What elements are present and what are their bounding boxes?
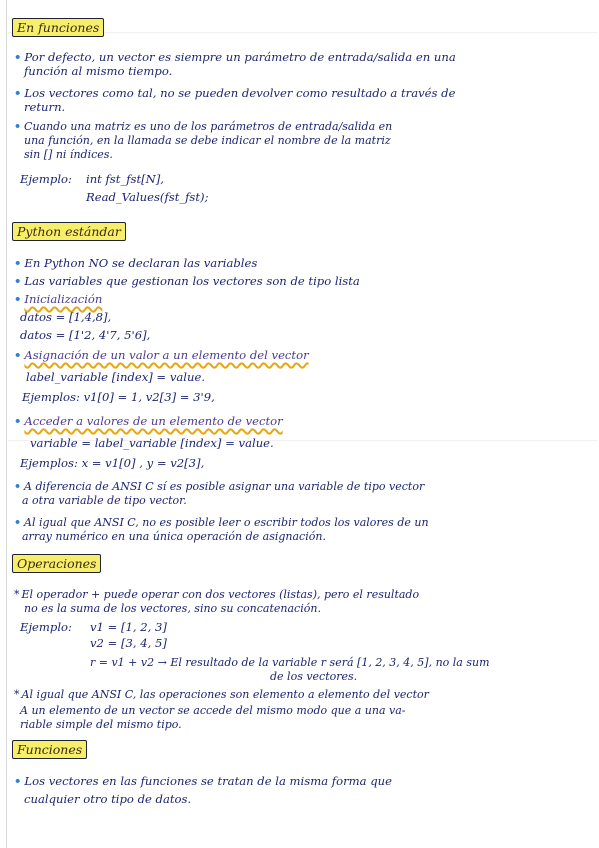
code-line: r = v1 + v2 → El resultado de la variable r será [1, 2, 3, 4, 5], no la sum bbox=[90, 656, 490, 669]
note-line: sin [] ni índices. bbox=[24, 148, 113, 161]
bullet-dot: • bbox=[14, 274, 22, 288]
asterisk-marker: * bbox=[14, 688, 20, 701]
note-line: • Por defecto, un vector es siempre un parámetro de entrada/salida en una bbox=[14, 50, 456, 64]
bullet-dot: • bbox=[14, 50, 22, 64]
note-line: * El operador + puede operar con dos vectores (listas), pero el resultado bbox=[14, 588, 420, 601]
heading-operaciones: Operaciones bbox=[12, 554, 101, 573]
note-line: no es la suma de los vectores, sino su concatenación. bbox=[24, 602, 321, 615]
bullet-dot: • bbox=[14, 86, 22, 100]
note-line: • Los vectores como tal, no se pueden devolver como resultado a través de bbox=[14, 86, 456, 100]
note-line bbox=[14, 348, 309, 362]
note-line bbox=[14, 414, 283, 428]
heading-en-funciones: En funciones bbox=[12, 18, 104, 37]
bullet-dot: • bbox=[14, 414, 22, 428]
code-line: label_variable [index] = value. bbox=[26, 370, 206, 384]
note-line: • Al igual que ANSI C, no es posible leer o escribir todos los valores de un bbox=[14, 516, 429, 529]
code-line: Ejemplos: x = v1[0] , y = v2[3], bbox=[20, 456, 205, 470]
note-line: A un elemento de un vector se accede del mismo modo que a una va- bbox=[20, 704, 406, 717]
code-line: Read_Values(fst_fst); bbox=[86, 190, 209, 204]
subheading-acceder: Acceder a valores de un elemento de vector bbox=[24, 414, 283, 428]
subheading-asignacion: Asignación de un valor a un elemento del vector bbox=[24, 348, 309, 362]
margin-line bbox=[6, 0, 7, 848]
note-line: • Las variables que gestionan los vectores son de tipo lista bbox=[14, 274, 360, 288]
note-line: función al mismo tiempo. bbox=[24, 64, 173, 78]
note-line: riable simple del mismo tipo. bbox=[20, 718, 182, 731]
bullet-dot: • bbox=[14, 480, 22, 493]
asterisk-marker: * bbox=[14, 588, 20, 601]
code-line: v1 = [1, 2, 3] bbox=[90, 620, 167, 634]
code-line: variable = label_variable [index] = value. bbox=[30, 436, 274, 450]
bullet-dot: • bbox=[14, 774, 22, 788]
heading-funciones: Funciones bbox=[12, 740, 87, 759]
note-line: a otra variable de tipo vector. bbox=[22, 494, 187, 507]
code-line: int fst_fst[N], bbox=[86, 172, 164, 186]
bullet-dot: • bbox=[14, 120, 22, 133]
code-line: datos = [1,4,8], bbox=[20, 310, 112, 324]
code-line: Ejemplos: v1[0] = 1, v2[3] = 3'9, bbox=[22, 390, 215, 404]
bullet-dot: • bbox=[14, 516, 22, 529]
bullet-dot: • bbox=[14, 256, 22, 270]
note-line: una función, en la llamada se debe indicar el nombre de la matriz bbox=[24, 134, 391, 147]
bullet-dot: • bbox=[14, 292, 22, 306]
example-label: Ejemplo: bbox=[20, 172, 72, 186]
example-label: Ejemplo: bbox=[20, 620, 72, 634]
bullet-dot: • bbox=[14, 348, 22, 362]
note-line bbox=[14, 292, 102, 306]
code-line: datos = [1'2, 4'7, 5'6], bbox=[20, 328, 151, 342]
heading-python-estandar: Python estándar bbox=[12, 222, 126, 241]
note-line: • Cuando una matriz es uno de los parámetros de entrada/salida en bbox=[14, 120, 393, 133]
note-line: • Los vectores en las funciones se tratan de la misma forma que bbox=[14, 774, 392, 788]
code-line: v2 = [3, 4, 5] bbox=[90, 636, 167, 650]
note-line: • A diferencia de ANSI C sí es posible asignar una variable de tipo vector bbox=[14, 480, 425, 493]
code-line: de los vectores. bbox=[270, 670, 358, 683]
note-line: • En Python NO se declaran las variables bbox=[14, 256, 258, 270]
note-line: array numérico en una única operación de asignación. bbox=[22, 530, 326, 543]
note-line: return. bbox=[24, 100, 66, 114]
note-line: cualquier otro tipo de datos. bbox=[24, 792, 192, 806]
subheading-inicializacion: Inicialización bbox=[24, 292, 103, 306]
note-line: * Al igual que ANSI C, las operaciones son elemento a elemento del vector bbox=[14, 688, 429, 701]
